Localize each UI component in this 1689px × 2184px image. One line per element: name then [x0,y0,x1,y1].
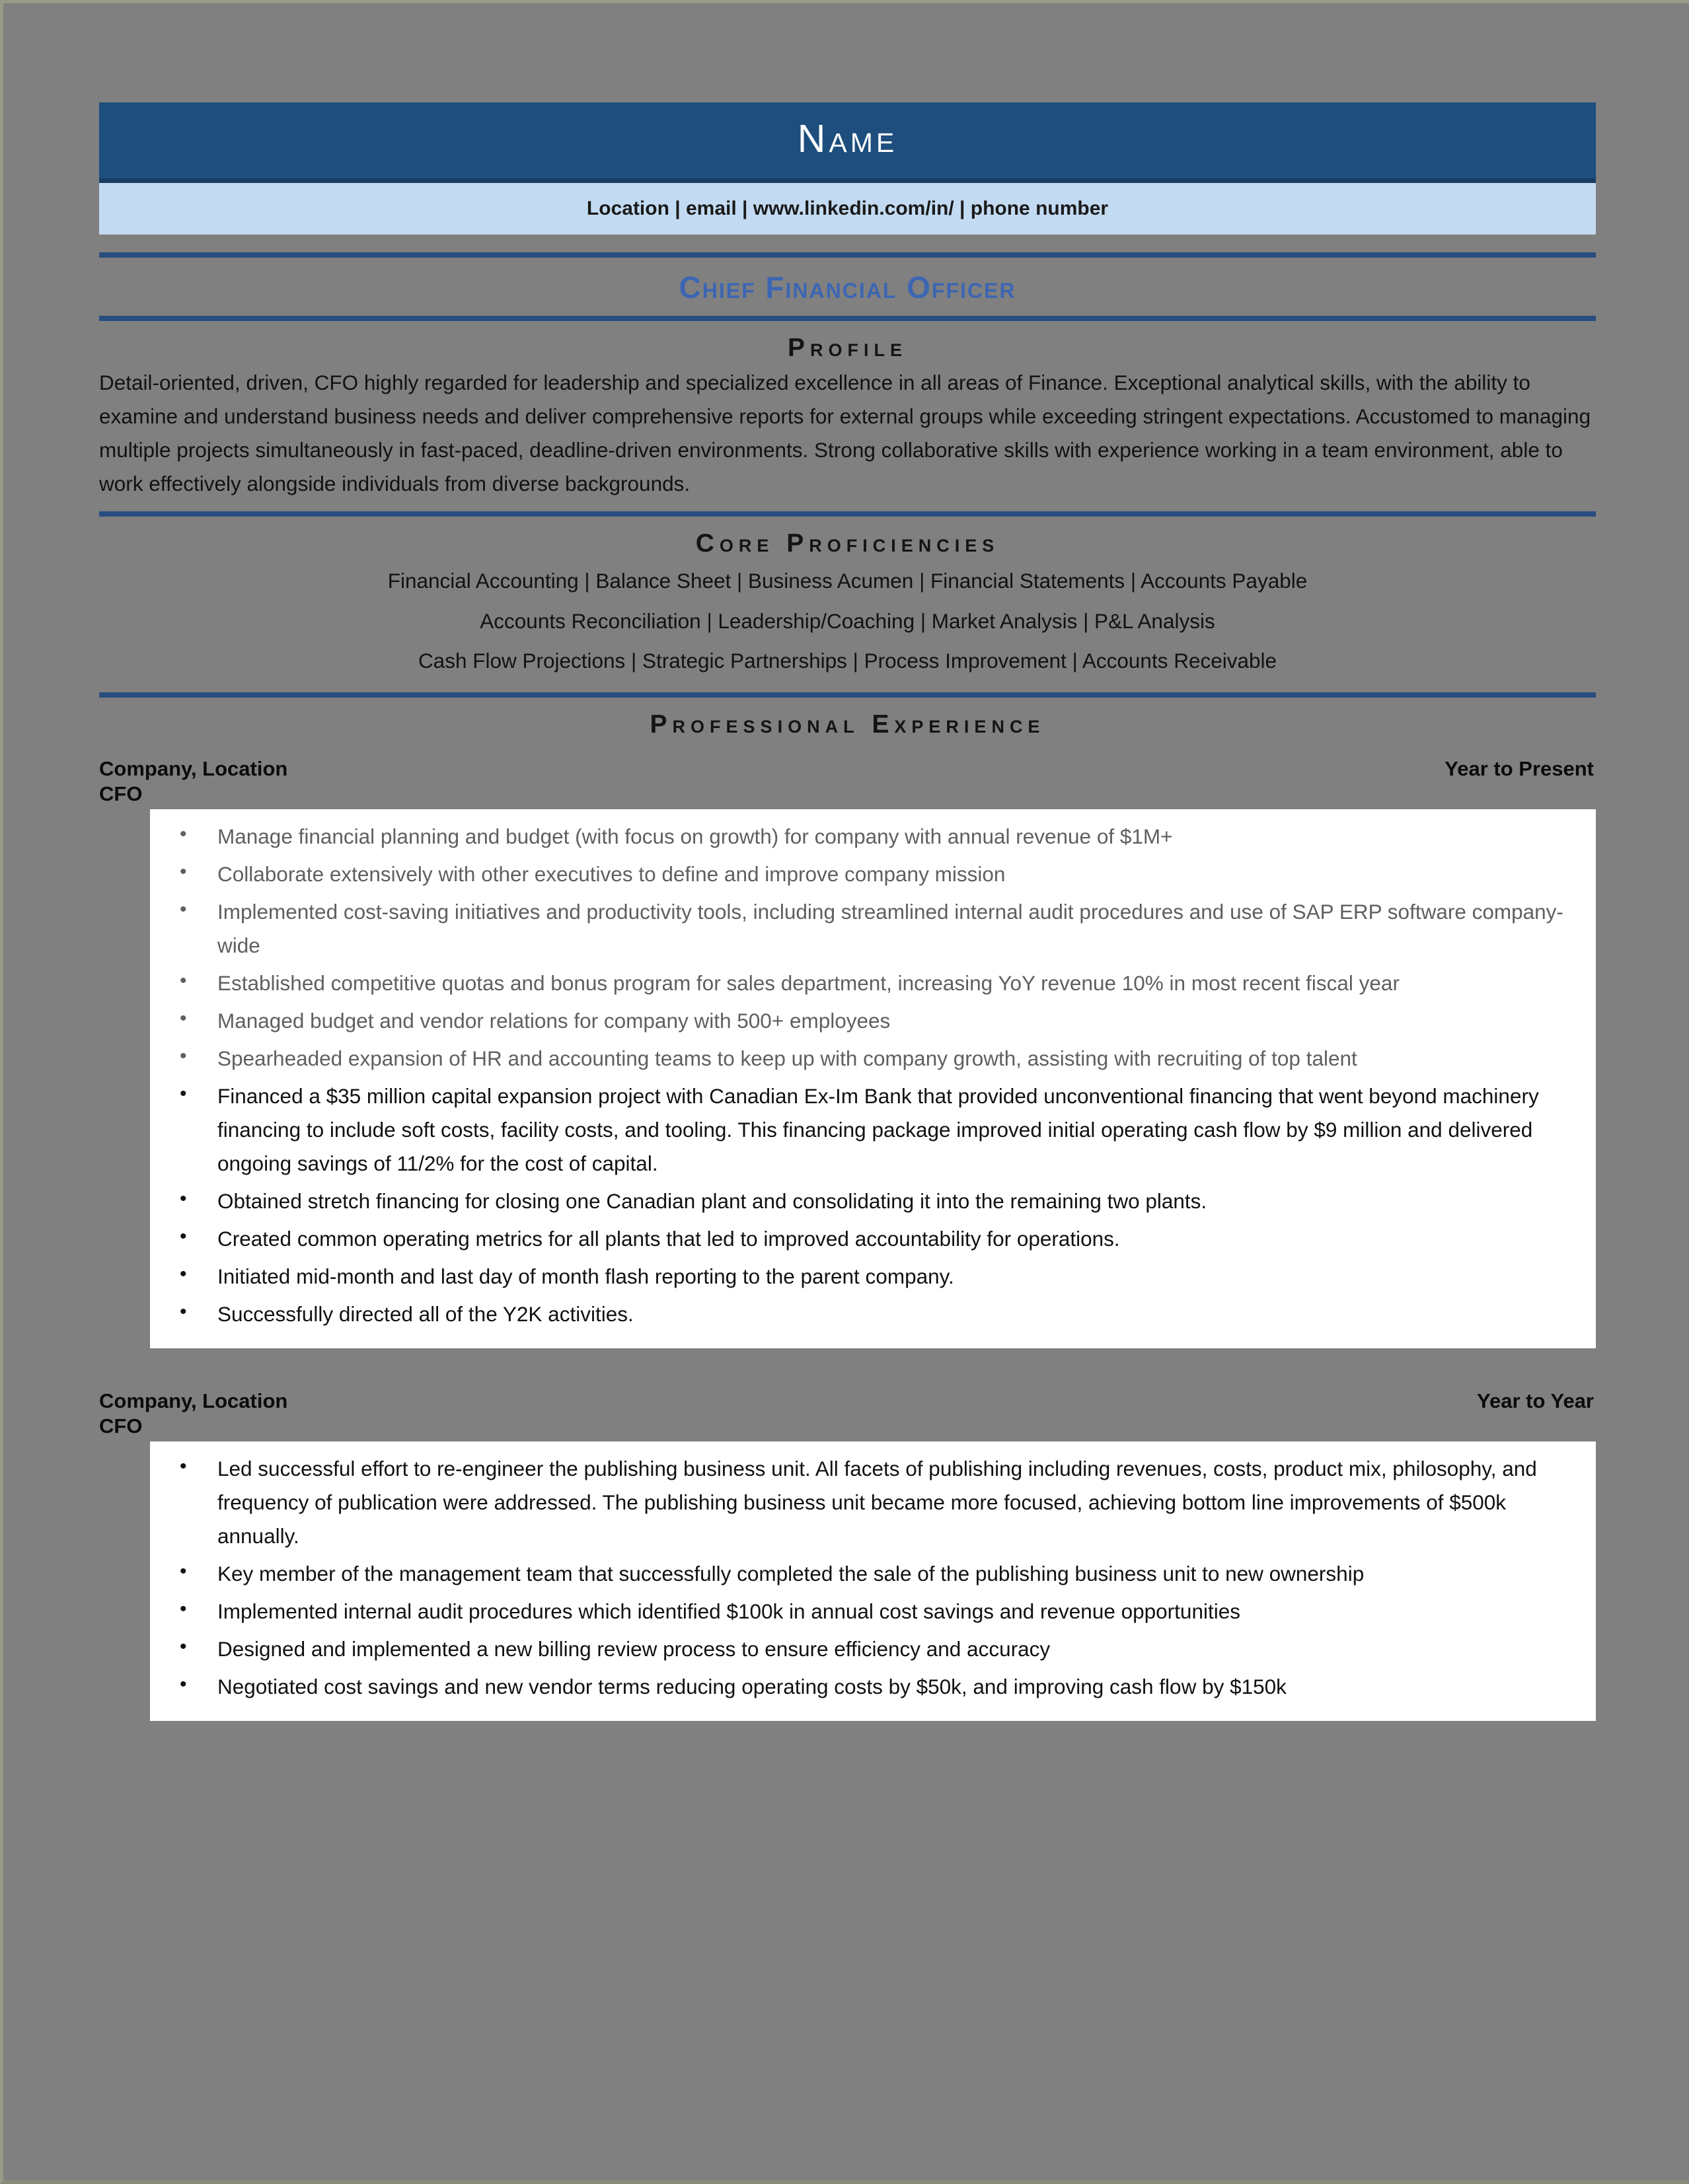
name-banner-underline [99,178,1596,183]
bullet-item: • Created common operating metrics for all plants that led to improved accountability for operations. [217,1222,1567,1260]
bullet-item: • Manage financial planning and budget (with focus on growth) for company with annual revenue of $1M+ [217,820,1567,857]
bullet-item: • Collaborate extensively with other executives to define and improve company mission [217,857,1567,895]
job-dates: Year to Year [1477,1389,1594,1412]
job-role: CFO [99,782,143,805]
profile-body: Detail-oriented, driven, CFO highly regarded for leadership and specialized excellence in all areas of Finance. Exceptional analytical skills, with the ability to examine and understand business needs and deliver comprehensive reports for external groups while exceeding stringent expectations. Accustomed to managing multiple projects simultaneously in fast-paced, deadline-driven environments. Strong collaborative skills with experience working in a team environment, able to work effectively alongside individuals from diverse backgrounds. [99,371,1591,496]
job-dates: Year to Present [1445,756,1594,780]
job-header [99,745,1596,781]
proficiency-line: Accounts Reconciliation | Leadership/Coaching | Market Analysis | P&L Analysis [480,608,1215,633]
bullet-item: • Designed and implemented a new billing review process to ensure efficiency and accuracy [217,1632,1567,1670]
bullet-item: • Managed budget and vendor relations for company with 500+ employees [217,1004,1567,1042]
experience-list [99,743,1596,1721]
bullet-item: • Successfully directed all of the Y2K activities. [217,1297,1567,1335]
section-heading-core-proficiencies: Core Proficiencies [695,529,1000,558]
bullet-item: • Obtained stretch financing for closing one Canadian plant and consolidating it into the remaining two plants. [217,1184,1567,1222]
proficiency-line: Cash Flow Projections | Strategic Partnerships | Process Improvement | Accounts Receivable [418,649,1277,673]
contact-line: Location | email | www.linkedin.com/in/ | phone number [586,198,1109,219]
bullet-item: • Negotiated cost savings and new vendor terms reducing operating costs by $50k, and improving cash flow by $150k [217,1670,1567,1708]
bullet-item: • Financed a $35 million capital expansion project with Canadian Ex-Im Bank that provided unconventional financing that went beyond machinery financing to include soft costs, facility costs, and tooling. This financing package improved initial operating cash flow by $9 million and delivered ongoing savings of 11/2% for the cost of capital. [217,1079,1567,1184]
divider-above-profile [99,316,1596,321]
experience-entry [99,745,1596,1348]
job-bullets-panel [150,809,1596,1348]
name-banner [99,102,1596,178]
job-company: Company, Location [99,1389,288,1412]
bullet-item: • Established competitive quotas and bonus program for sales department, increasing YoY revenue 10% in most recent fiscal year [217,966,1567,1004]
resume-sheet [99,3,1596,1721]
divider-under-contact [99,252,1596,258]
section-heading-profile: Profile [787,334,907,362]
bullet-item: • Spearheaded expansion of HR and accounting teams to keep up with company growth, assisting with recruiting of top talent [217,1042,1567,1079]
job-bullets-panel [150,1441,1596,1721]
bullet-item: • Key member of the management team that successfully completed the sale of the publishing business unit to new ownership [217,1557,1567,1595]
section-heading-professional-experience: Professional Experience [650,710,1045,739]
job-company: Company, Location [99,756,288,780]
divider-above-experience [99,692,1596,698]
experience-entry [99,1377,1596,1721]
page-title: Name [797,117,898,161]
divider-above-proficiencies [99,511,1596,517]
job-role: CFO [99,1414,143,1438]
proficiency-line: Financial Accounting | Balance Sheet | Business Acumen | Financial Statements | Accounts Payable [387,569,1308,593]
job-header [99,1377,1596,1413]
job-bullet-list [150,1452,1567,1708]
job-bullet-list [150,820,1567,1335]
core-proficiencies-list [99,562,1596,692]
bullet-item: • Implemented cost-saving initiatives and productivity tools, including streamlined internal audit procedures and use of SAP ERP software company-wide [217,895,1567,966]
bullet-item: • Implemented internal audit procedures which identified $100k in annual cost savings and revenue opportunities [217,1595,1567,1632]
experience-gap [99,1348,1596,1377]
contact-banner [99,183,1596,235]
bullet-item: • Led successful effort to re-engineer the publishing business unit. All facets of publishing including revenues, costs, product mix, philosophy, and frequency of publication were addressed. The publishing business unit became more focused, achieving bottom line improvements of $500k annually. [217,1452,1567,1557]
target-job-title: Chief Financial Officer [679,270,1016,305]
bullet-item: • Initiated mid-month and last day of month flash reporting to the parent company. [217,1260,1567,1297]
